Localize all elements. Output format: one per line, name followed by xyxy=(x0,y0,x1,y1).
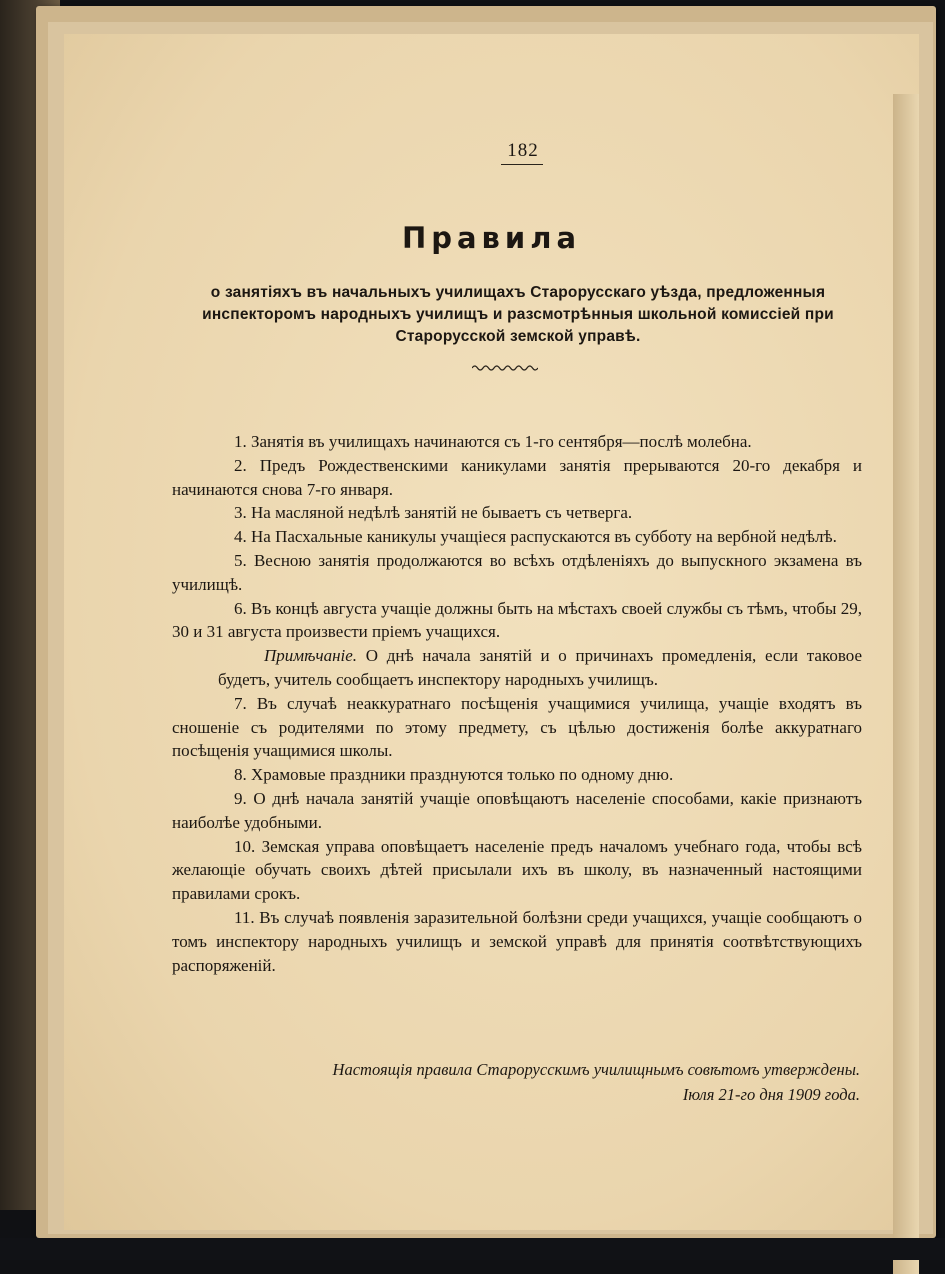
rule-item: 4. На Пасхальные каникулы учащіеся распускаются въ субботу на вербной недѣлѣ. xyxy=(234,527,837,547)
rule-item: 7. Въ случаѣ неаккуратнаго посѣщенія учащимися училища, учащіе входятъ въ сношеніе съ родителями по этому предмету, съ цѣлью достиженія болѣе аккуратнаго посѣщенія учащимися школы. xyxy=(172,693,862,761)
page-number-underline xyxy=(501,164,543,165)
rule-item: 9. О днѣ начала занятій учащіе оповѣщаютъ населеніе способами, какіе признаютъ наиболѣе удобными. xyxy=(172,788,862,832)
book-page xyxy=(64,34,919,1230)
rule-item: 5. Весною занятія продолжаются во всѣхъ отдѣленіяхъ до выпускного экзамена въ училищѣ. xyxy=(172,550,862,594)
rule-item: 11. Въ случаѣ появленія заразительной болѣзни среди учащихся, учащіе сообщаютъ о томъ инспектору народныхъ училищъ и земской управѣ для принятія соотвѣтствующихъ распоряженій. xyxy=(172,907,862,975)
rules-body xyxy=(172,430,862,977)
rule-item: 2. Предъ Рождественскими каникулами занятія прерываются 20-го декабря и начинаются снова 7-го января. xyxy=(172,455,862,499)
approval-statement: Настоящія правила Старорусскимъ училищнымъ совѣтомъ утверждены. xyxy=(332,1060,860,1079)
note-label: Примѣчаніе. xyxy=(264,646,358,666)
rule-item: 3. На масляной недѣлѣ занятій не бываетъ съ четверга. xyxy=(234,503,633,523)
page-number: 182 xyxy=(507,140,539,161)
rule-note xyxy=(172,644,862,692)
binding-edge xyxy=(893,94,919,1274)
rule-item: 8. Храмовые праздники празднуются только по одному дню. xyxy=(234,765,674,785)
rule-item: 1. Занятія въ училищахъ начинаются съ 1-го сентября—послѣ молебна. xyxy=(234,432,752,451)
wavy-divider-icon xyxy=(472,364,538,372)
page-subtitle: о занятіяхъ въ начальныхъ училищахъ Старорусскаго уѣзда, предложенныя инспекторомъ народныхъ училищъ и разсмотрѣнныя школьной комиссіей при Старорусской земской управѣ. xyxy=(202,284,834,345)
approval-date: Іюля 21-го дня 1909 года. xyxy=(682,1085,860,1104)
approval-signature xyxy=(214,1057,860,1107)
rule-item: 6. Въ концѣ августа учащіе должны быть на мѣстахъ своей службы съ тѣмъ, чтобы 29, 30 и 31 августа произвести пріемъ учащихся. xyxy=(172,598,862,642)
page-title: Правила xyxy=(401,221,582,255)
table-surface xyxy=(0,1238,945,1260)
note-text: О днѣ начала занятій и о причинахъ промедленія, если таковое будетъ, учитель сообщаетъ инспектору народныхъ училищъ. xyxy=(218,646,863,689)
rule-item: 10. Земская управа оповѣщаетъ населеніе предъ началомъ учебнаго года, чтобы всѣ желающіе обучать своихъ дѣтей присылали ихъ въ школу, въ назначенный настоящими правилами срокъ. xyxy=(172,836,862,904)
